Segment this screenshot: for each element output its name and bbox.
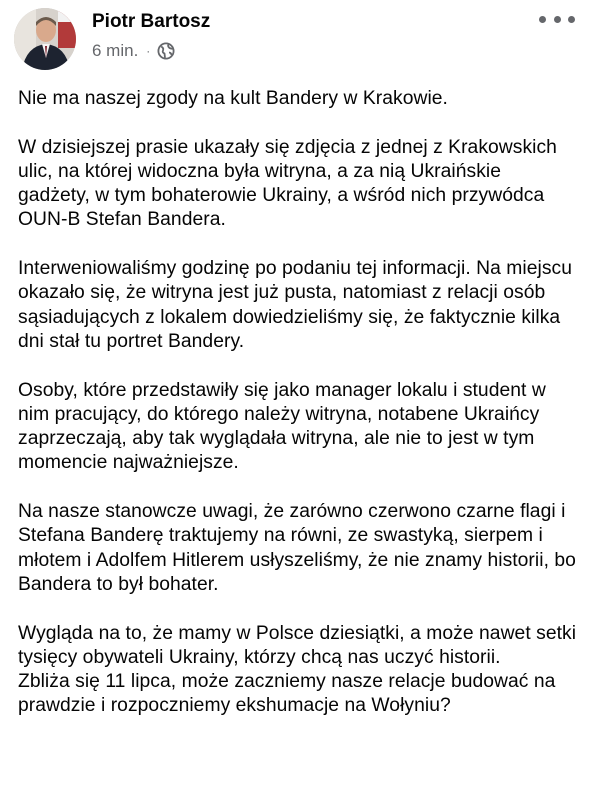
more-options-icon[interactable]	[539, 10, 575, 28]
more-dot	[554, 16, 561, 23]
post-paragraph: Na nasze stanowcze uwagi, że zarówno czerwono czarne flagi i Stefana Banderę traktujemy na równi, ze swastyką, sierpem i młotem i Adolfem Hitlerem usłyszeliśmy, że nie znamy historii, bo Bandera to był bohater.	[18, 501, 576, 595]
meta-separator: ·	[146, 44, 151, 58]
post-meta	[92, 40, 175, 62]
more-dot	[539, 16, 546, 23]
globe-icon[interactable]	[157, 42, 175, 60]
post-time[interactable]: 6 min.	[92, 41, 139, 60]
post-paragraph: Nie ma naszej zgody na kult Bandery w Krakowie.	[18, 88, 448, 109]
more-dot	[568, 16, 575, 23]
post-paragraph: Zbliża się 11 lipca, może zaczniemy nasze relacje budować na prawdzie i rozpoczniemy ekshumacje na Wołyniu?	[18, 671, 556, 717]
post-paragraph: W dzisiejszej prasie ukazały się zdjęcia z jednej z Krakowskich ulic, na której widoczna była witryna, a za nią Ukraińskie gadżety, w tym bohaterowie Ukrainy, a wśród nich przywódca OUN-B Stefan Bandera.	[18, 136, 557, 231]
avatar-photo	[14, 8, 76, 70]
avatar[interactable]	[14, 8, 76, 70]
post-paragraph: Interweniowaliśmy godzinę po podaniu tej informacji. Na miejscu okazało się, że witryna jest już pusta, natomiast z relacji osób sąsiadujących z lokalem dowiedzieliśmy się, że faktycznie kilka dni stał tu portret Bandery.	[18, 258, 573, 352]
post-text	[18, 87, 578, 719]
post-paragraph: Wygląda na to, że mamy w Polsce dziesiątki, a może nawet setki tysięcy obywateli Ukrainy, którzy chcą nas uczyć historii.	[18, 622, 577, 668]
post-paragraph: Osoby, które przedstawiły się jako manager lokalu i student w nim pracujący, do którego należy witryna, notabene Ukraińcy zaprzeczają, aby tak wyglądała witryna, ale nie to jest w tym momencie najważniejsze.	[18, 379, 546, 474]
author-name[interactable]: Piotr Bartosz	[92, 11, 211, 32]
post-header	[0, 0, 591, 80]
